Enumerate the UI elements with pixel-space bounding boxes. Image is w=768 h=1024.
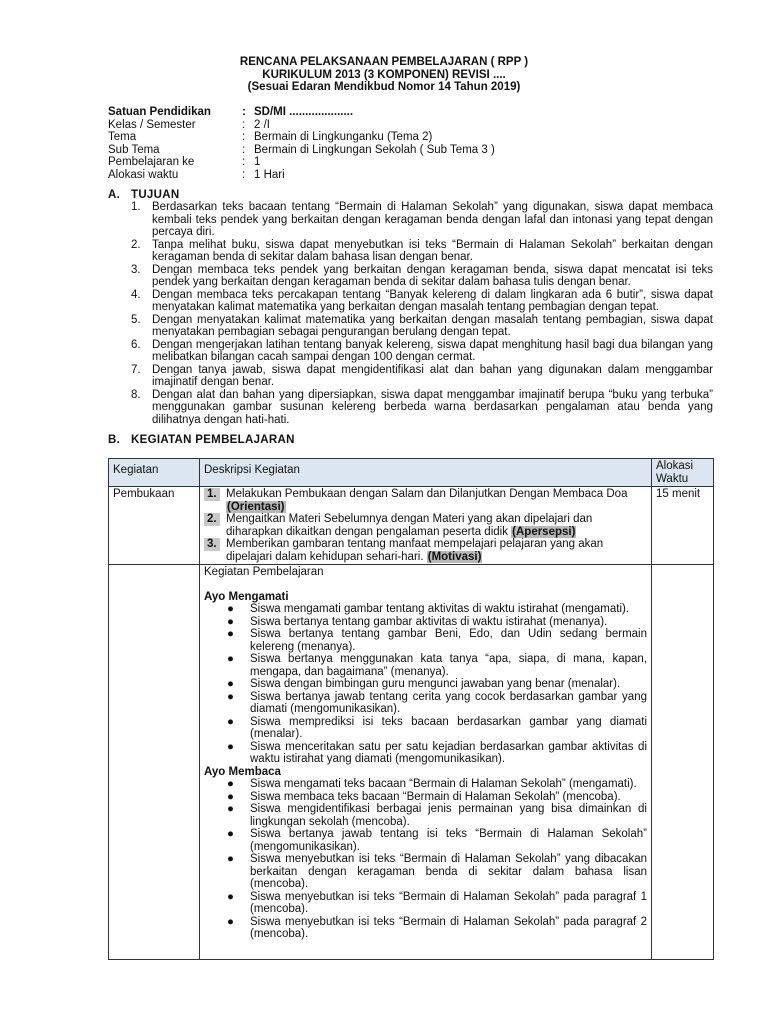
bullet-icon: ● bbox=[227, 890, 234, 903]
section-title: KEGIATAN PEMBELAJARAN bbox=[131, 434, 295, 446]
list-item bbox=[204, 803, 647, 828]
title-line-2: KURIKULUM 2013 (3 KOMPONEN) REVISI .... bbox=[262, 68, 506, 81]
identity-row: Kelas / Semester : 2 /I bbox=[108, 118, 270, 131]
goal-number: 5. bbox=[131, 313, 141, 326]
list-item-text: Siswa bertanya menggunakan kata tanya “apa, siapa, di mana, kapan, mengapa, dan bagaimana” (menanya). bbox=[250, 653, 647, 678]
goal-item bbox=[131, 239, 713, 264]
goal-text: Tanpa melihat buku, siswa dapat menyebutkan isi teks “Bermain di Halaman Sekolah” berkaitan dengan keragaman benda di sekitar dalam bahasa lisan dengan benar. bbox=[152, 238, 713, 263]
goal-number: 1. bbox=[131, 201, 141, 213]
step-text: Melakukan Pembukaan dengan Salam dan Dilanjutkan Dengan Membaca Doa bbox=[226, 488, 628, 500]
list-item-text: Siswa membaca teks bacaan “Bermain di Halaman Sekolah” (mencoba). bbox=[250, 790, 621, 803]
goal-text: Dengan alat dan bahan yang dipersiapkan, siswa dapat menggambar imajinatif berupa “buku yang terbuka” menggunakan gambar susunan kelereng berbeda warna berdasarkan pengalaman atau benda yang dilihatnya dengan hati-hati. bbox=[152, 388, 713, 426]
list-item bbox=[204, 741, 647, 766]
list-item bbox=[204, 916, 647, 941]
goal-text: Dengan tanya jawab, siswa dapat mengidentifikasi alat dan bahan yang digunakan dalam menggambar imajinatif dengan benar. bbox=[152, 363, 713, 388]
bullet-icon: ● bbox=[227, 690, 234, 703]
list-item bbox=[204, 716, 647, 741]
opening-description bbox=[200, 487, 652, 565]
col-header-alokasi: Alokasi Waktu bbox=[652, 459, 714, 487]
goal-text: Berdasarkan teks bacaan tentang “Bermain di Halaman Sekolah” yang digunakan, siswa dapat membaca kembali teks pendek yang berkaitan dengan keragaman benda dengan lafal dan intonasi yang tepat dengan percaya diri. bbox=[152, 201, 713, 238]
list-item bbox=[204, 828, 647, 853]
identity-value: 2 /I bbox=[254, 118, 270, 131]
identity-label: Alokasi waktu bbox=[108, 168, 179, 181]
read-title: Ayo Membaca bbox=[204, 765, 281, 778]
list-item bbox=[204, 853, 647, 891]
list-item-text: Siswa menyebutkan isi teks “Bermain di Halaman Sekolah” pada paragraf 1 (mencoba). bbox=[250, 890, 647, 915]
opening-step bbox=[204, 488, 647, 513]
step-text: Memberikan gambaran tentang manfaat mempelajari pelajaran yang akan dipelajari dalam kehidupan sehari-hari. bbox=[226, 538, 604, 563]
section-heading-kegiatan bbox=[108, 434, 295, 447]
bullet-icon: ● bbox=[227, 915, 234, 928]
identity-row: Tema : Bermain di Lingkunganku (Tema 2) bbox=[108, 131, 433, 143]
observe-title: Ayo Mengamati bbox=[204, 590, 289, 603]
table-row bbox=[109, 565, 714, 960]
bullet-icon: ● bbox=[227, 678, 234, 690]
goal-text: Dengan mengerjakan latihan tentang banyak kelereng, siswa dapat menghitung hasil bagi dua bilangan yang melibatkan bilangan cacah sampai dengan 100 dengan cermat. bbox=[152, 338, 713, 363]
list-item bbox=[204, 653, 647, 678]
goal-number: 8. bbox=[131, 388, 141, 401]
step-text: Mengaitkan Materi Sebelumnya dengan Materi yang akan dipelajari dan diharapkan dikaitkan dengan pengalaman peserta didik bbox=[226, 513, 593, 538]
step-tag: (Orientasi) bbox=[227, 500, 285, 513]
list-item-text: Siswa bertanya jawab tentang cerita yang cocok berdasarkan gambar yang diamati (mengomunikasikan). bbox=[250, 690, 647, 715]
goal-number: 6. bbox=[131, 338, 141, 351]
list-item bbox=[204, 628, 647, 653]
list-item-text: Siswa bertanya tentang gambar Beni, Edo, dan Udin sedang bermain kelereng (menanya). bbox=[250, 628, 647, 653]
list-item-text: Siswa bertanya jawab tentang isi teks “Bermain di Halaman Sekolah” (mengomunikasikan). bbox=[250, 828, 647, 853]
core-title: Kegiatan Pembelajaran bbox=[204, 566, 324, 578]
goal-text: Dengan menyatakan kalimat matematika yang berkaitan dengan masalah tentang pembagian, siswa dapat menyatakan pembagian sebagai pengurangan berulang dengan tepat. bbox=[152, 313, 713, 338]
identity-row: Pembelajaran ke : 1 bbox=[108, 156, 261, 168]
list-item-text: Siswa menyebutkan isi teks “Bermain di Halaman Sekolah” yang dibacakan berkaitan dengan keragaman benda di sekitar dalam bahasa lisan (mencoba). bbox=[250, 853, 647, 890]
list-item-text: Siswa mengamati teks bacaan “Bermain di Halaman Sekolah” (mengamati). bbox=[250, 778, 637, 790]
identity-label: Satuan Pendidikan bbox=[108, 106, 211, 118]
observe-list bbox=[204, 603, 647, 766]
identity-value: 1 Hari bbox=[254, 168, 285, 181]
goal-item bbox=[131, 201, 713, 239]
bullet-icon: ● bbox=[227, 603, 234, 615]
step-tag: (Motivasi) bbox=[427, 550, 482, 563]
empty-cell bbox=[109, 565, 200, 960]
goal-text: Dengan membaca teks pendek yang berkaitan dengan keragaman benda, siswa dapat mencatat isi teks pendek yang berkaitan dengan keragaman benda di sekitar dalam bahasa tulis dengan benar. bbox=[152, 263, 713, 288]
empty-cell bbox=[652, 565, 714, 960]
bullet-icon: ● bbox=[227, 653, 234, 665]
list-item bbox=[204, 616, 647, 629]
bullet-icon: ● bbox=[227, 740, 234, 753]
bullet-icon: ● bbox=[227, 853, 234, 865]
list-item-text: Siswa menceritakan satu per satu kejadian berdasarkan gambar aktivitas di waktu istirahat yang diamati (mengomunikasikan). bbox=[250, 740, 647, 765]
list-item bbox=[204, 891, 647, 916]
goal-number: 4. bbox=[131, 288, 141, 301]
goal-number: 7. bbox=[131, 363, 141, 376]
list-item-text: Siswa memprediksi isi teks bacaan berdasarkan gambar yang diamati (menalar). bbox=[250, 715, 647, 740]
identity-label: Sub Tema bbox=[108, 143, 160, 156]
goal-number: 2. bbox=[131, 238, 141, 251]
goal-item bbox=[131, 289, 713, 314]
bullet-icon: ● bbox=[227, 803, 234, 815]
step-number: 2. bbox=[204, 513, 220, 526]
section-title: TUJUAN bbox=[131, 189, 180, 201]
identity-value: Bermain di Lingkungan Sekolah ( Sub Tema 3 ) bbox=[254, 143, 495, 156]
bullet-icon: ● bbox=[227, 628, 234, 640]
goals-list bbox=[131, 201, 713, 426]
list-item bbox=[204, 791, 647, 804]
list-item-text: Siswa mengamati gambar tentang aktivitas di waktu istirahat (mengamati). bbox=[250, 603, 630, 615]
identity-row: Alokasi waktu : 1 Hari bbox=[108, 168, 285, 181]
bullet-icon: ● bbox=[227, 615, 234, 628]
goal-item bbox=[131, 389, 713, 427]
opening-step bbox=[204, 513, 647, 538]
list-item bbox=[204, 603, 647, 616]
list-item bbox=[204, 778, 647, 791]
table-row bbox=[109, 487, 714, 565]
opening-step bbox=[204, 538, 647, 563]
step-number: 1. bbox=[204, 488, 220, 501]
bullet-icon: ● bbox=[227, 828, 234, 840]
table-header-row bbox=[109, 459, 714, 487]
activity-table bbox=[108, 458, 714, 960]
core-description bbox=[200, 565, 652, 960]
list-item-text: Siswa bertanya tentang gambar aktivitas di waktu istirahat (menanya). bbox=[250, 615, 608, 628]
title-line-1: RENCANA PELAKSANAAN PEMBELAJARAN ( RPP ) bbox=[239, 56, 529, 68]
bullet-icon: ● bbox=[227, 778, 234, 790]
bullet-icon: ● bbox=[227, 715, 234, 728]
identity-row: Satuan Pendidikan : SD/MI .................... bbox=[108, 106, 354, 118]
opening-steps bbox=[204, 488, 647, 563]
section-number: B. bbox=[108, 434, 121, 446]
identity-value: 1 bbox=[254, 156, 261, 168]
identity-row: Sub Tema : Bermain di Lingkungan Sekolah ( Sub Tema 3 ) bbox=[108, 143, 495, 156]
goal-number: 3. bbox=[131, 263, 141, 276]
goal-item bbox=[131, 264, 713, 289]
step-tag: (Apersepsi) bbox=[512, 525, 576, 538]
title-line-3: (Sesuai Edaran Mendikbud Nomor 14 Tahun 2019) bbox=[247, 81, 521, 93]
list-item-text: Siswa mengidentifikasi berbagai jenis permainan yang bisa dimainkan di lingkungan sekolah (mencoba). bbox=[250, 803, 647, 828]
list-item-text: Siswa dengan bimbingan guru mengunci jawaban yang benar (menalar). bbox=[250, 678, 621, 690]
col-header-deskripsi: Deskripsi Kegiatan bbox=[200, 459, 652, 487]
identity-block bbox=[108, 106, 495, 181]
document-title bbox=[0, 56, 768, 94]
section-number: A. bbox=[108, 189, 121, 201]
section-heading-tujuan bbox=[108, 189, 179, 202]
list-item bbox=[204, 678, 647, 691]
read-list bbox=[204, 778, 647, 941]
list-item-text: Siswa menyebutkan isi teks “Bermain di Halaman Sekolah” pada paragraf 2 (mencoba). bbox=[250, 915, 647, 940]
col-header-kegiatan: Kegiatan bbox=[109, 459, 200, 487]
opening-label: Pembukaan bbox=[109, 487, 200, 565]
identity-label: Pembelajaran ke bbox=[108, 156, 195, 168]
step-number: 3. bbox=[204, 538, 220, 551]
goal-item bbox=[131, 314, 713, 339]
identity-value: SD/MI .................... bbox=[254, 106, 354, 118]
goal-item bbox=[131, 364, 713, 389]
identity-value: Bermain di Lingkunganku (Tema 2) bbox=[254, 131, 433, 143]
identity-label: Tema bbox=[108, 131, 137, 143]
goal-item bbox=[131, 339, 713, 364]
opening-time: 15 menit bbox=[652, 487, 714, 565]
goal-text: Dengan membaca teks percakapan tentang “Banyak kelereng di dalam lingkaran ada 6 butir”, siswa dapat menyatakan kalimat matematika yang berkaitan dengan masalah tentang pembagian dengan tepat. bbox=[152, 288, 713, 313]
list-item bbox=[204, 691, 647, 716]
bullet-icon: ● bbox=[227, 790, 234, 803]
identity-label: Kelas / Semester bbox=[108, 118, 196, 131]
